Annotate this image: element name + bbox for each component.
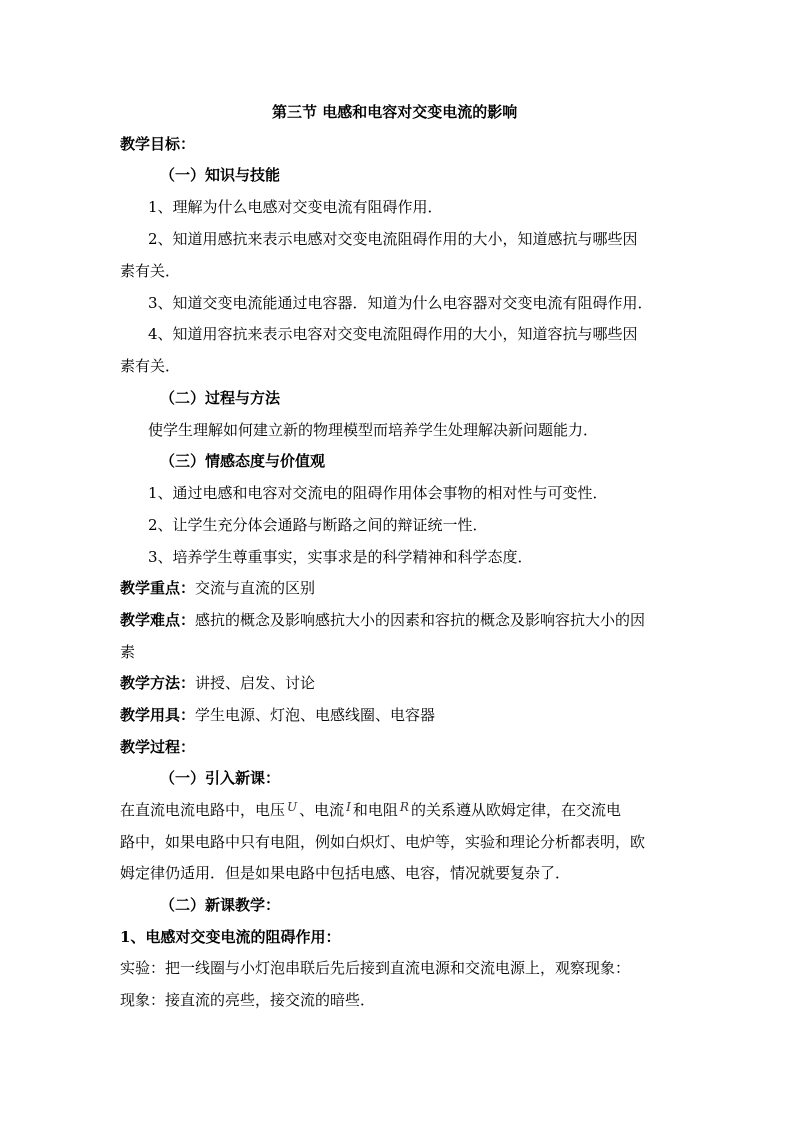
tools-label: 教学用具： <box>120 706 196 724</box>
paragraph: 素 <box>120 643 136 661</box>
process-heading: 教学过程： <box>120 738 196 756</box>
difficulty-point <box>120 610 645 630</box>
text-run: 和电阻 <box>352 801 398 819</box>
subsection-heading: 1、电感对交变电流的阻碍作用： <box>120 928 341 946</box>
method-point <box>120 673 315 693</box>
text-run: 的关系遵从欧姆定律，在交流电 <box>410 801 621 819</box>
section-heading: （三）情感态度与价值观 <box>160 452 326 470</box>
section-heading: （二）过程与方法 <box>160 389 281 407</box>
difficulty-text: 感抗的概念及影响感抗大小的因素和容抗的概念及影响容抗大小的因 <box>195 611 646 629</box>
page-title: 第三节 电感和电容对交变电流的影响 <box>272 103 518 121</box>
goals-heading: 教学目标： <box>120 135 196 153</box>
paragraph: 1、通过电感和电容对交流电的阻碍作用体会事物的相对性与可变性． <box>148 484 608 502</box>
paragraph <box>120 800 621 820</box>
key-point <box>120 578 315 598</box>
paragraph: 素有关． <box>120 262 181 280</box>
variable-u: U <box>287 800 298 814</box>
key-label: 教学重点： <box>120 579 196 597</box>
paragraph: 实验：把一线圈与小灯泡串联后先后接到直流电源和交流电源上，观察现象： <box>120 959 631 977</box>
paragraph: 现象：接直流的亮些，接交流的暗些． <box>120 991 376 1009</box>
method-text: 讲授、启发、讨论 <box>195 674 316 692</box>
tools-point <box>120 705 435 725</box>
text-run: 在直流电流电路中，电压 <box>120 801 286 819</box>
text-run: 、电流 <box>299 801 345 819</box>
paragraph: 使学生理解如何建立新的物理模型而培养学生处理解决新问题能力． <box>148 421 599 439</box>
variable-i: I <box>346 800 351 814</box>
section-heading: （一）引入新课： <box>160 769 281 787</box>
method-label: 教学方法： <box>120 674 196 692</box>
variable-r: R <box>399 800 409 814</box>
paragraph: 1、理解为什么电感对交变电流有阻碍作用． <box>148 198 443 216</box>
paragraph: 路中，如果电路中只有电阻，例如白炽灯、电炉等，实验和理论分析都表明，欧 <box>120 833 646 851</box>
paragraph: 2、让学生充分体会通路与断路之间的辩证统一性． <box>148 516 488 534</box>
paragraph: 姆定律仍适用．但是如果电路中包括电感、电容，情况就要复杂了． <box>120 864 571 882</box>
key-text: 交流与直流的区别 <box>195 579 316 597</box>
tools-text: 学生电源、灯泡、电感线圈、电容器 <box>195 706 436 724</box>
paragraph: 3、培养学生尊重事实，实事求是的科学精神和科学态度． <box>148 548 533 566</box>
section-heading: （二）新课教学： <box>160 896 281 914</box>
paragraph: 3、知道交变电流能通过电容器．知道为什么电容器对交变电流有阻碍作用． <box>148 294 653 312</box>
paragraph: 2、知道用感抗来表示电感对交变电流阻碍作用的大小，知道感抗与哪些因 <box>148 230 638 248</box>
section-heading: （一）知识与技能 <box>160 166 281 184</box>
difficulty-label: 教学难点： <box>120 611 196 629</box>
paragraph: 4、知道用容抗来表示电容对交变电流阻碍作用的大小，知道容抗与哪些因 <box>148 325 638 343</box>
paragraph: 素有关． <box>120 357 181 375</box>
